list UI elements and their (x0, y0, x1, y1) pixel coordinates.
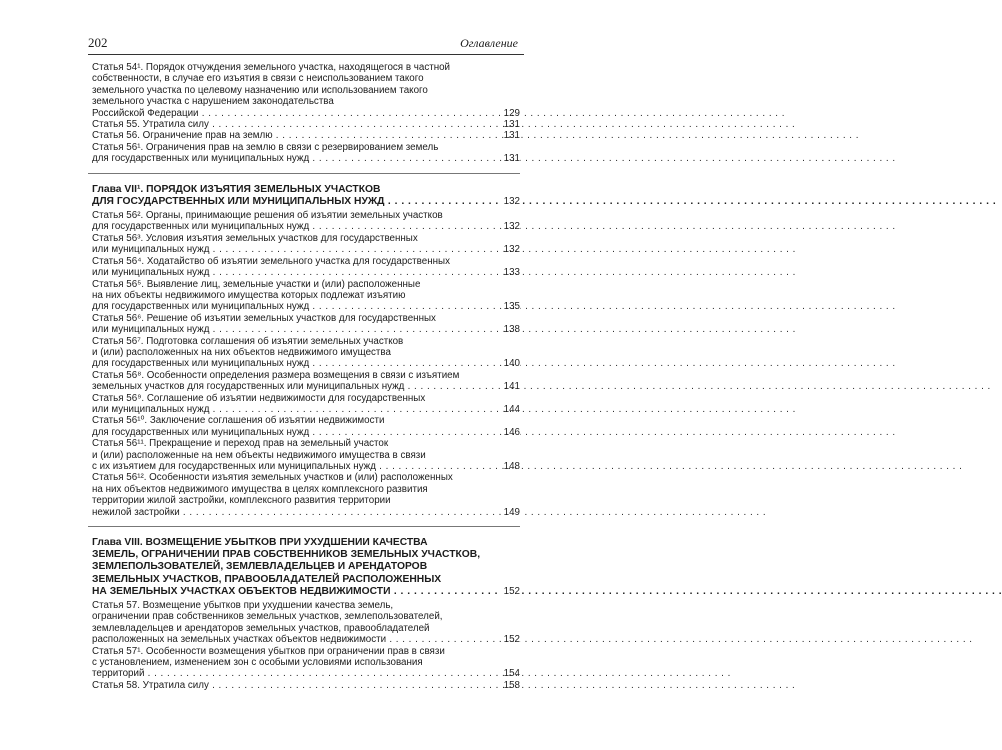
toc-entry-line: Статья 56⁵. Выявление лиц, земельные участки и (или) расположенные (92, 278, 421, 290)
toc-entry[interactable] (92, 415, 520, 438)
toc-page-number: 132 (503, 244, 520, 256)
toc-entry[interactable] (92, 130, 520, 141)
toc-entry-line: или муниципальных нужд . . . (107, 404, 494, 415)
toc-entry-line: или муниципальных нужд . . . (107, 324, 494, 335)
toc-page-number: 152 (503, 585, 520, 597)
toc-entry-line: Статья 56³. Условия изъятия земельных участков для государственных (92, 232, 418, 244)
toc-page-number: 135 (503, 301, 520, 313)
toc-entry-line: для государственных или муниципальных нужд . . . (107, 301, 494, 312)
toc-entry-line: с установлением, изменением зон с особыми условиями использования (92, 657, 423, 669)
toc-entry[interactable] (92, 472, 520, 518)
toc-entry-line: нежилой застройки . . . (107, 507, 494, 518)
page-header (88, 34, 524, 55)
toc-entry-line: Статья 57¹. Особенности возмещения убытков при ограничении прав в связи (92, 645, 445, 657)
toc-entry[interactable] (92, 210, 520, 233)
toc-entry-line: Статья 56². Органы, принимающие решения об изъятии земельных участков (92, 210, 443, 222)
toc-entry[interactable] (92, 233, 520, 256)
toc-page-number: 141 (503, 381, 520, 393)
toc-page-number: 158 (503, 679, 520, 691)
toc-entry-line: Статья 56⁷. Подготовка соглашения об изъятии земельных участков (92, 335, 404, 347)
toc-entry-line: Статья 54¹. Порядок отчуждения земельного участка, находящегося в частной (92, 62, 451, 73)
divider (88, 173, 520, 174)
toc-entry-line: Статья 56⁸. Особенности определения размера возмещения в связи с изъятием (92, 369, 460, 381)
toc-entry-line: собственности, в случае его изъятия в связи с неиспользованием такого (92, 73, 424, 85)
toc-entry-line: Статья 56⁴. Ходатайство об изъятии земельного участка для государственных (92, 255, 450, 267)
toc-entry-line: ЗЕМЕЛЬНЫХ УЧАСТКОВ, ПРАВООБЛАДАТЕЛЕЙ РАСПОЛОЖЕННЫХ (92, 573, 442, 585)
toc-entry-line: Статья 56. Ограничение прав на землю . . . (107, 130, 494, 141)
toc-entry[interactable] (92, 600, 520, 646)
toc-page-number: 132 (503, 195, 520, 207)
toc-entry-line: с их изъятием для государственных или муниципальных нужд . . . (107, 461, 494, 472)
table-of-contents (92, 62, 520, 691)
toc-entry[interactable] (92, 393, 520, 416)
toc-entry-line: на них объекты недвижимого имущества которых подлежат изъятию (92, 289, 406, 301)
toc-entry[interactable] (92, 119, 520, 130)
toc-entry-line: Статья 56¹. Ограничения прав на землю в связи с резервированием земель (92, 141, 439, 153)
toc-entry[interactable] (92, 279, 520, 313)
toc-entry-line: территорий . . . (107, 668, 494, 679)
toc-entry-line: расположенных на земельных участках объектов недвижимости . . . (107, 634, 494, 645)
toc-entry-line: для государственных или муниципальных нужд . . . (107, 221, 494, 232)
toc-page-number: 131 (503, 119, 520, 131)
chapter-heading[interactable] (92, 184, 520, 208)
toc-page-number: 144 (503, 403, 520, 415)
toc-entry-line: Статья 56⁶. Решение об изъятии земельных участков для государственных (92, 312, 436, 324)
toc-entry-line: НА ЗЕМЕЛЬНЫХ УЧАСТКАХ ОБЪЕКТОВ НЕДВИЖИМОСТИ . . . (92, 586, 494, 598)
toc-entry-line: Статья 56¹¹. Прекращение и переход прав на земельный участок (92, 438, 389, 450)
toc-entry[interactable] (92, 256, 520, 279)
toc-entry-line: Статья 56¹⁰. Заключение соглашения об изъятии недвижимости (92, 415, 385, 427)
toc-entry[interactable] (92, 438, 520, 472)
toc-page-number: 138 (503, 324, 520, 336)
toc-entry-line: Статья 55. Утратила силу . . . (107, 119, 494, 130)
toc-entry-line: или муниципальных нужд . . . (107, 267, 494, 278)
toc-entry-line: земельного участка по целевому назначению или использованием такого (92, 84, 428, 96)
toc-page-number: 149 (503, 506, 520, 518)
toc-entry-line: ЗЕМЛЕПОЛЬЗОВАТЕЛЕЙ, ЗЕМЛЕВЛАДЕЛЬЦЕВ И АРЕНДАТОРОВ (92, 561, 428, 573)
toc-entry[interactable] (92, 646, 520, 680)
toc-entry-line: и (или) расположенные на нем объекты недвижимого имущества в связи (92, 449, 426, 461)
toc-entry-line: Глава VIII. ВОЗМЕЩЕНИЕ УБЫТКОВ ПРИ УХУДШЕНИИ КАЧЕСТВА (92, 537, 428, 549)
toc-entry[interactable] (92, 313, 520, 336)
page-number: 202 (88, 35, 108, 50)
toc-group (92, 210, 520, 518)
toc-entry-line: и (или) расположенных на них объектов недвижимого имущества (92, 346, 391, 358)
toc-entry-line: земельного участка с нарушением законодательства (92, 96, 334, 108)
toc-entry-line: для государственных или муниципальных нужд . . . (107, 153, 494, 164)
toc-entry-line: Глава VII¹. ПОРЯДОК ИЗЪЯТИЯ ЗЕМЕЛЬНЫХ УЧАСТКОВ (92, 183, 381, 195)
toc-group (92, 62, 520, 165)
toc-page-number: 131 (503, 153, 520, 165)
toc-entry-line: ограничении прав собственников земельных участков, землепользователей, (92, 611, 443, 623)
toc-entry-line: Статья 56¹². Особенности изъятия земельных участков и (или) расположенных (92, 472, 453, 484)
toc-entry-line: для государственных или муниципальных нужд . . . (107, 358, 494, 369)
chapter-heading[interactable] (92, 537, 520, 598)
toc-entry-line: или муниципальных нужд . . . (107, 244, 494, 255)
toc-entry-line: Статья 57. Возмещение убытков при ухудшении качества земель, (92, 600, 394, 612)
toc-entry[interactable] (92, 370, 520, 393)
toc-entry-line: ДЛЯ ГОСУДАРСТВЕННЫХ ИЛИ МУНИЦИПАЛЬНЫХ НУЖД . . . (92, 196, 494, 208)
toc-group (92, 600, 520, 691)
toc-entry-line: для государственных или муниципальных нужд . . . (107, 427, 494, 438)
toc-page-number: 146 (503, 426, 520, 438)
toc-entry[interactable] (92, 142, 520, 165)
toc-page-number: 132 (503, 221, 520, 233)
toc-entry[interactable] (92, 336, 520, 370)
toc-entry-line: ЗЕМЕЛЬ, ОГРАНИЧЕНИИ ПРАВ СОБСТВЕННИКОВ ЗЕМЕЛЬНЫХ УЧАСТКОВ, (92, 549, 481, 561)
toc-page-number: 133 (503, 267, 520, 279)
toc-page-number: 152 (503, 634, 520, 646)
toc-page-number: 154 (503, 668, 520, 680)
toc-entry-line: территории жилой застройки, комплексного развития территории (92, 495, 391, 507)
toc-page-number: 131 (503, 130, 520, 142)
toc-page-number: 148 (503, 461, 520, 472)
toc-entry-line: Статья 58. Утратила силу . . . (107, 680, 494, 691)
toc-entry[interactable] (92, 62, 520, 119)
toc-entry-line: на них объектов недвижимого имущества в целях комплексного развития (92, 483, 428, 495)
toc-entry-line: Статья 56⁹. Соглашение об изъятии недвижимости для государственных (92, 392, 426, 404)
toc-entry-line: Российской Федерации . . . (107, 108, 494, 119)
divider (88, 526, 520, 527)
toc-page-number: 129 (503, 107, 520, 119)
running-title: Оглавление (460, 36, 518, 50)
toc-entry-line: землевладельцев и арендаторов земельных участков, правообладателей (92, 622, 430, 634)
toc-entry[interactable] (92, 680, 520, 691)
toc-page-number: 140 (503, 358, 520, 370)
toc-entry-line: земельных участков для государственных или муниципальных нужд . . . (107, 381, 494, 392)
